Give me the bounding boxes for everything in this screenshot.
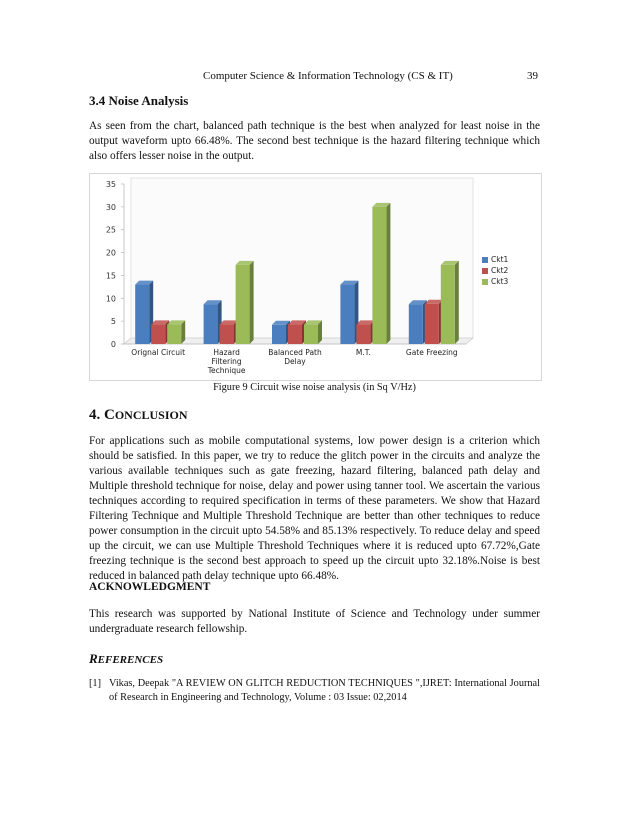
bar-ckt1 <box>272 325 286 344</box>
bar-ckt2 <box>288 324 302 344</box>
y-tick-label: 20 <box>105 248 116 258</box>
x-category-label: Balanced Path <box>268 348 322 357</box>
bar-ckt3 <box>167 324 181 344</box>
legend-swatch-ckt2 <box>482 268 488 274</box>
legend-label-ckt2: Ckt2 <box>491 266 509 275</box>
legend-label-ckt3: Ckt3 <box>491 277 509 286</box>
bar-ckt1 <box>204 304 218 344</box>
reference-text: Vikas, Deepak "A REVIEW ON GLITCH REDUCTION TECHNIQUES ",IJRET: International Journal of Research in Engineering and Technology, Volume : 03 Issue: 02,2014 <box>109 678 540 703</box>
y-tick-label: 0 <box>110 340 116 349</box>
x-category-label: Hazard <box>213 348 240 357</box>
y-tick-label: 30 <box>105 202 116 212</box>
bar-ckt1 <box>340 285 354 344</box>
conclusion-paragraph: For applications such as mobile computational systems, low power design is a criterion which should be satisfied. In this paper, we try to reduce the glitch power in the circuits and analyze the various available techniques such as gate freezing, hazard filtering, balanced path delay and Multiple threshold technique for noise, delay and power using tanner tool. We ascertain the various techniques according to required specification in terms of these parameters. We show that Hazard Filtering Technique and Multiple Threshold Technique are better than other techniques to reduce power consumption in the circuit upto 54.58% and 85.13% respectively. To reduce delay and speed up the circuit, we can use Multiple Threshold Techniques where it is reduced upto 67.72%,Gate freezing technique is the second best approach to speed up the circuit upto 32.18%.Noise is best reduced in balanced path delay technique upto 66.48%. <box>89 435 540 582</box>
journal-name: Computer Science & Information Technology (CS & IT) <box>203 70 453 82</box>
bar-ckt3-side <box>318 320 322 344</box>
bar-ckt2 <box>151 324 165 344</box>
running-header <box>0 70 638 86</box>
y-tick-label: 5 <box>110 317 116 327</box>
x-category-label: Technique <box>207 366 246 375</box>
x-category-label: Filtering <box>211 357 242 366</box>
x-category-label: Gate Freezing <box>405 348 458 357</box>
bar-ckt3 <box>304 324 318 344</box>
noise-chart-frame <box>89 173 542 381</box>
bar-ckt2 <box>425 304 439 344</box>
bar-ckt3 <box>441 265 455 344</box>
page-number: 39 <box>527 70 538 82</box>
legend-swatch-ckt3 <box>482 279 488 285</box>
bar-ckt3-side <box>455 261 459 344</box>
y-tick-label: 25 <box>105 225 116 235</box>
noise-analysis-paragraph: As seen from the chart, balanced path technique is the best when analyzed for least noise in the output waveform upto 66.48%. The second best technique is the hazard filtering technique which also offers lesser noise in the output. <box>89 120 540 162</box>
bar-ckt3 <box>372 207 386 344</box>
bar-ckt2 <box>356 324 370 344</box>
reference-item <box>89 677 540 705</box>
section-heading-acknowledgment: ACKNOWLEDGMENT <box>89 581 211 593</box>
reference-number: [1] <box>89 678 102 689</box>
legend-swatch-ckt1 <box>482 257 488 263</box>
x-category-label: Delay <box>284 357 306 366</box>
bar-ckt1 <box>135 285 149 344</box>
figure-caption: Figure 9 Circuit wise noise analysis (in Sq V/Hz) <box>213 382 416 393</box>
bar-ckt3 <box>236 265 250 344</box>
x-category-label: Orignal Circuit <box>131 348 186 357</box>
section-heading-conclusion: 4. CONCLUSION <box>89 407 188 423</box>
y-tick-label: 35 <box>105 180 116 189</box>
section-heading-noise-analysis: 3.4 Noise Analysis <box>89 93 189 108</box>
bar-ckt3-side <box>250 261 254 344</box>
legend-label-ckt1: Ckt1 <box>491 255 509 264</box>
section-heading-references: REFERENCES <box>89 651 164 666</box>
bar-ckt2 <box>220 324 234 344</box>
bar-ckt1 <box>409 304 423 344</box>
y-tick-label: 10 <box>105 294 116 304</box>
noise-bar-chart <box>90 174 541 380</box>
acknowledgment-paragraph: This research was supported by National Institute of Science and Technology under summer undergraduate research fellowship. <box>89 608 540 635</box>
y-tick-label: 15 <box>105 271 116 281</box>
x-category-label: M.T. <box>355 348 371 357</box>
bar-ckt3-side <box>181 320 185 344</box>
bar-ckt3-side <box>386 203 390 344</box>
